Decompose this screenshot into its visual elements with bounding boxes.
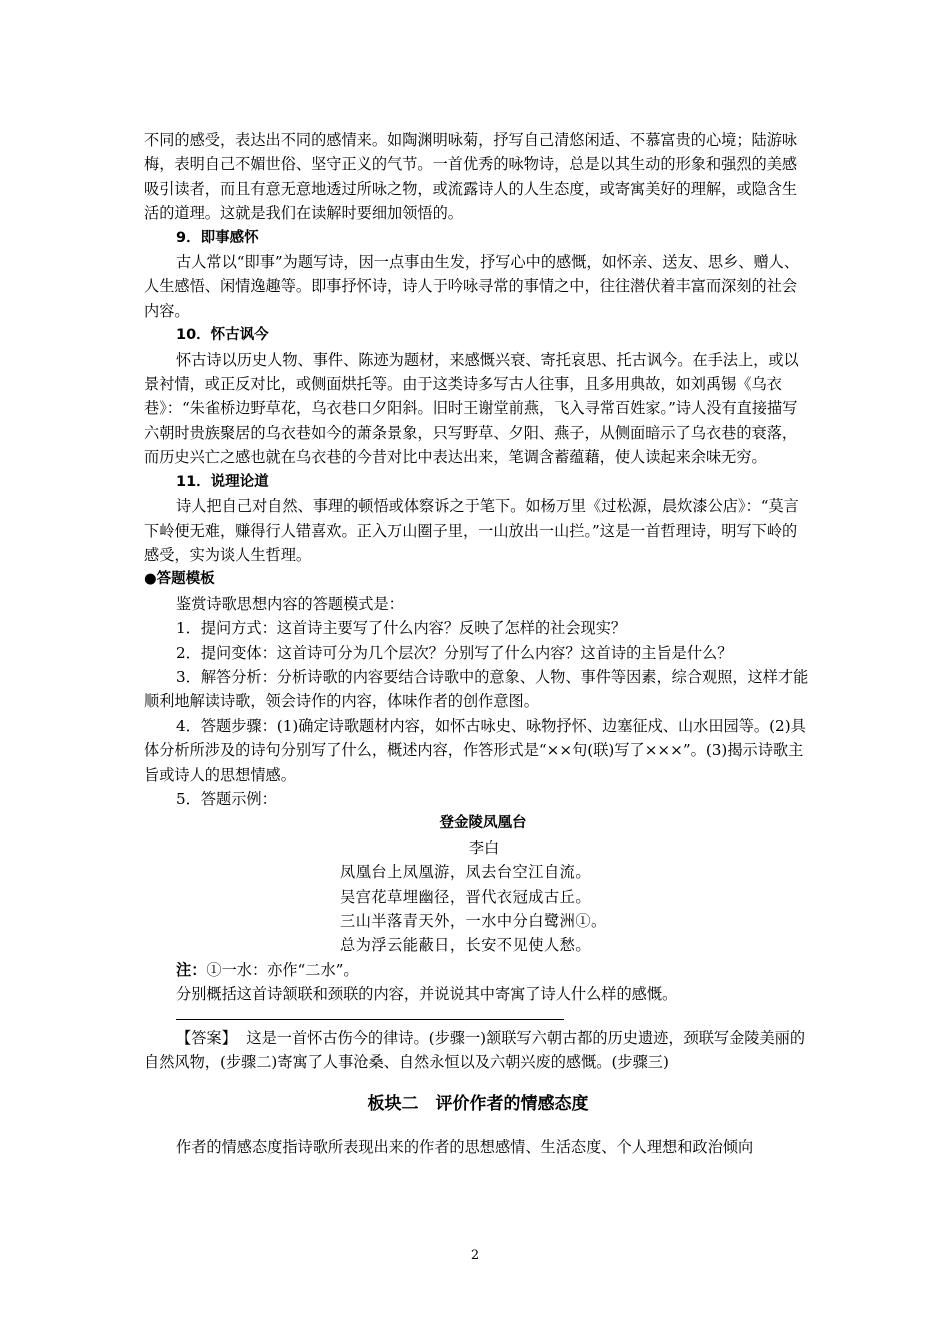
poem-note-text: ①一水：亦作“二水”。	[206, 960, 359, 979]
document-page	[144, 128, 812, 1159]
template-item-2: 2．提问变体：这首诗可分为几个层次？分别写了什么内容？这首诗的主旨是什么？	[176, 643, 733, 662]
page-number: 2	[470, 1248, 480, 1263]
answer-paragraph	[144, 1026, 812, 1075]
answer-text: 这是一首怀古伤今的律诗。(步骤一)颔联写六朝古都的历史遗迹，颈联写金陵美丽的自然风物，(步骤二)寄寓了人事沧桑、自然永恒以及六朝兴废的感慨。(步骤三)	[144, 1028, 806, 1072]
intro-paragraph: 不同的感受，表达出不同的感情来。如陶渊明咏菊，抒写自己清悠闲适、不慕富贵的心境；陆游咏梅，表明自己不媚世俗、坚守正义的气节。一首优秀的咏物诗，总是以其生动的形象和强烈的美感吸引读者，而且有意无意地透过所咏之物，或流露诗人的人生态度，或寄寓美好的理解，或隐含生活的道理。这就是我们在读解时要细加领悟的。	[144, 131, 798, 223]
poem-author: 李白	[468, 838, 500, 857]
answer-blank-line	[176, 1019, 564, 1020]
section-body-9: 古人常以“即事”为题写诗，因一点事由生发，抒写心中的感慨，如怀亲、送友、思乡、赠人、人生感悟、闲情逸趣等。即事抒怀诗，诗人于吟咏寻常的事情之中，往往潜伏着丰富而深刻的社会内容。	[144, 253, 800, 320]
template-item-4: 4．答题步骤：(1)确定诗歌题材内容，如怀古咏史、咏物抒怀、边塞征戍、山水田园等。(2)具体分析所涉及的诗句分别写了什么，概述内容，作答形式是“××句(联)写了×××”。(3)揭示诗歌主旨或诗人的思想情感。	[144, 716, 806, 784]
section-body-10: 怀古诗以历史人物、事件、陈迹为题材，来感慨兴衰、寄托哀思、托古讽今。在手法上，或以景衬情，或正反对比，或侧面烘托等。由于这类诗多写古人往事，且多用典故，如刘禹锡《乌衣巷》：“朱雀桥边野草花，乌衣巷口夕阳斜。旧时王谢堂前燕，飞入寻常百姓家。”诗人没有直接描写六朝时贵族聚居的乌衣巷如今的萧条景象，只写野草、夕阳、燕子，从侧面暗示了乌衣巷的衰落，而历史兴亡之感也就在乌衣巷的今昔对比中表达出来，笔调含蓄蕴藉，使人读起来余味无穷。	[144, 350, 799, 467]
poem-note-label: 注：	[176, 960, 207, 979]
answer-label: 【答案】	[176, 1028, 237, 1047]
template-intro: 鉴赏诗歌思想内容的答题模式是：	[176, 594, 404, 613]
poem-question: 分别概括这首诗颔联和颈联的内容，并说说其中寄寓了诗人什么样的感慨。	[176, 985, 678, 1004]
template-item-3: 3．解答分析：分析诗歌的内容要结合诗歌中的意象、人物、事件等因素，综合观照，这样才能顺利地解读诗歌，领会诗作的内容，体味作者的创作意图。	[144, 667, 809, 711]
poem-title: 登金陵凤凰台	[439, 815, 527, 832]
template-heading: ●答题模板	[144, 571, 215, 588]
poem-line-2: 吴宫花草埋幽径，晋代衣冠成古丘。	[340, 887, 591, 906]
poem-note	[144, 958, 812, 982]
template-item-5: 5．答题示例：	[176, 789, 277, 808]
template-item-1: 1．提问方式：这首诗主要写了什么内容？反映了怎样的社会现实？	[176, 619, 627, 638]
poem-line-3: 三山半落青天外，一水中分白鹭洲①。	[340, 912, 607, 930]
section-heading-10: 10．怀古讽今	[176, 327, 269, 344]
section-heading-11: 11．说理论道	[176, 473, 269, 490]
section-body-11: 诗人把自己对自然、事理的顿悟或体察诉之于笔下。如杨万里《过松源，晨炊漆公店》：“莫言下岭便无难，赚得行人错喜欢。正入万山圈子里，一山放出一山拦。”这是一首哲理诗，明写下岭的感受，实为谈人生哲理。	[144, 497, 799, 564]
poem-line-1: 凤凰台上凤凰游，凤去台空江自流。	[340, 863, 591, 882]
block2-body: 作者的情感态度指诗歌所表现出来的作者的思想感情、生活态度、个人理想和政治倾向	[176, 1137, 754, 1156]
section-heading-9: 9．即事感怀	[176, 229, 259, 246]
poem-line-4: 总为浮云能蔽日，长安不见使人愁。	[340, 936, 591, 955]
block2-title: 板块二 评价作者的情感态度	[367, 1094, 589, 1115]
